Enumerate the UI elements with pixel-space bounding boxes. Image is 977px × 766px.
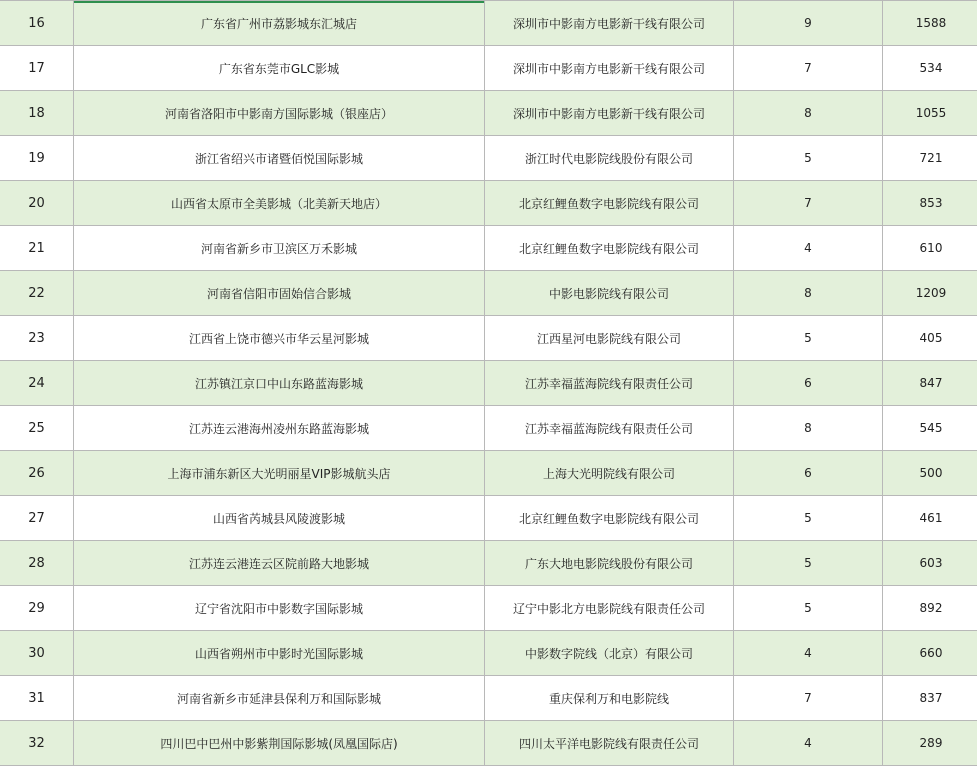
cell-index[interactable]: 25 [0,406,74,451]
cell-cinema[interactable]: 广东省东莞市GLC影城 [74,46,485,91]
cell-seats[interactable]: 721 [883,136,977,181]
cell-halls[interactable]: 7 [734,46,883,91]
table-row [0,1,977,46]
cell-halls[interactable]: 8 [734,91,883,136]
cell-index[interactable]: 18 [0,91,74,136]
cell-cinema[interactable]: 河南省信阳市固始信合影城 [74,271,485,316]
cell-halls[interactable]: 9 [734,1,883,46]
cell-circuit[interactable]: 北京红鲤鱼数字电影院线有限公司 [485,181,734,226]
cell-circuit[interactable]: 深圳市中影南方电影新干线有限公司 [485,46,734,91]
cell-cinema[interactable]: 上海市浦东新区大光明丽星VIP影城航头店 [74,451,485,496]
table-row [0,541,977,586]
cell-halls[interactable]: 5 [734,541,883,586]
cell-halls[interactable]: 6 [734,451,883,496]
cell-index[interactable]: 32 [0,721,74,766]
cell-index[interactable]: 19 [0,136,74,181]
cell-index[interactable]: 29 [0,586,74,631]
cell-halls[interactable]: 6 [734,361,883,406]
cell-cinema[interactable]: 广东省广州市荔影城东汇城店 [74,1,485,46]
cell-seats[interactable]: 534 [883,46,977,91]
cell-seats[interactable]: 1209 [883,271,977,316]
cell-index[interactable]: 20 [0,181,74,226]
cell-halls[interactable]: 5 [734,136,883,181]
cell-seats[interactable]: 461 [883,496,977,541]
cell-circuit[interactable]: 中影数字院线（北京）有限公司 [485,631,734,676]
cell-index[interactable]: 26 [0,451,74,496]
cell-circuit[interactable]: 江苏幸福蓝海院线有限责任公司 [485,406,734,451]
cell-seats[interactable]: 1588 [883,1,977,46]
cell-index[interactable]: 16 [0,1,74,46]
cell-cinema[interactable]: 江西省上饶市德兴市华云星河影城 [74,316,485,361]
cell-seats[interactable]: 603 [883,541,977,586]
cell-halls[interactable]: 7 [734,676,883,721]
cell-index[interactable]: 31 [0,676,74,721]
cell-seats[interactable]: 837 [883,676,977,721]
cell-index[interactable]: 21 [0,226,74,271]
cell-circuit[interactable]: 深圳市中影南方电影新干线有限公司 [485,91,734,136]
cell-seats[interactable]: 892 [883,586,977,631]
cell-cinema[interactable]: 辽宁省沈阳市中影数字国际影城 [74,586,485,631]
table-row [0,406,977,451]
cell-circuit[interactable]: 江西星河电影院线有限公司 [485,316,734,361]
table-row [0,586,977,631]
table-row [0,226,977,271]
cell-index[interactable]: 30 [0,631,74,676]
cell-cinema[interactable]: 浙江省绍兴市诸暨佰悦国际影城 [74,136,485,181]
table-row [0,91,977,136]
cell-circuit[interactable]: 北京红鲤鱼数字电影院线有限公司 [485,496,734,541]
cell-index[interactable]: 17 [0,46,74,91]
cell-cinema[interactable]: 江苏连云港海州凌州东路蓝海影城 [74,406,485,451]
table-row [0,721,977,766]
table-row [0,181,977,226]
cell-circuit[interactable]: 北京红鲤鱼数字电影院线有限公司 [485,226,734,271]
table-body [0,1,977,766]
table-row [0,316,977,361]
cell-halls[interactable]: 7 [734,181,883,226]
cell-circuit[interactable]: 深圳市中影南方电影新干线有限公司 [485,1,734,46]
cell-halls[interactable]: 5 [734,316,883,361]
cell-circuit[interactable]: 重庆保利万和电影院线 [485,676,734,721]
table-row [0,676,977,721]
cell-circuit[interactable]: 中影电影院线有限公司 [485,271,734,316]
table-row [0,496,977,541]
cell-seats[interactable]: 853 [883,181,977,226]
cell-circuit[interactable]: 浙江时代电影院线股份有限公司 [485,136,734,181]
cell-circuit[interactable]: 广东大地电影院线股份有限公司 [485,541,734,586]
table-row [0,361,977,406]
cell-halls[interactable]: 5 [734,586,883,631]
cell-circuit[interactable]: 辽宁中影北方电影院线有限责任公司 [485,586,734,631]
cell-index[interactable]: 28 [0,541,74,586]
table-row [0,46,977,91]
cell-halls[interactable]: 8 [734,406,883,451]
cell-seats[interactable]: 847 [883,361,977,406]
table-row [0,136,977,181]
cell-halls[interactable]: 4 [734,721,883,766]
cell-seats[interactable]: 405 [883,316,977,361]
cell-seats[interactable]: 545 [883,406,977,451]
cell-cinema[interactable]: 江苏连云港连云区院前路大地影城 [74,541,485,586]
cell-cinema[interactable]: 山西省朔州市中影时光国际影城 [74,631,485,676]
cell-cinema[interactable]: 江苏镇江京口中山东路蓝海影城 [74,361,485,406]
cell-index[interactable]: 22 [0,271,74,316]
cell-circuit[interactable]: 上海大光明院线有限公司 [485,451,734,496]
cell-seats[interactable]: 500 [883,451,977,496]
cell-halls[interactable]: 4 [734,631,883,676]
cell-halls[interactable]: 8 [734,271,883,316]
cell-cinema[interactable]: 山西省芮城县风陵渡影城 [74,496,485,541]
table-row [0,271,977,316]
cell-circuit[interactable]: 江苏幸福蓝海院线有限责任公司 [485,361,734,406]
cell-circuit[interactable]: 四川太平洋电影院线有限责任公司 [485,721,734,766]
cell-index[interactable]: 27 [0,496,74,541]
cell-seats[interactable]: 1055 [883,91,977,136]
cell-cinema[interactable]: 河南省新乡市延津县保利万和国际影城 [74,676,485,721]
cell-cinema[interactable]: 四川巴中巴州中影紫荆国际影城(凤凰国际店) [74,721,485,766]
cell-halls[interactable]: 4 [734,226,883,271]
table-row [0,631,977,676]
cell-seats[interactable]: 660 [883,631,977,676]
cell-cinema[interactable]: 山西省太原市全美影城（北美新天地店） [74,181,485,226]
cell-seats[interactable]: 289 [883,721,977,766]
cell-cinema[interactable]: 河南省新乡市卫滨区万禾影城 [74,226,485,271]
cell-cinema[interactable]: 河南省洛阳市中影南方国际影城（银座店） [74,91,485,136]
cell-seats[interactable]: 610 [883,226,977,271]
cell-halls[interactable]: 5 [734,496,883,541]
cell-index[interactable]: 24 [0,361,74,406]
table-row [0,451,977,496]
cell-index[interactable]: 23 [0,316,74,361]
